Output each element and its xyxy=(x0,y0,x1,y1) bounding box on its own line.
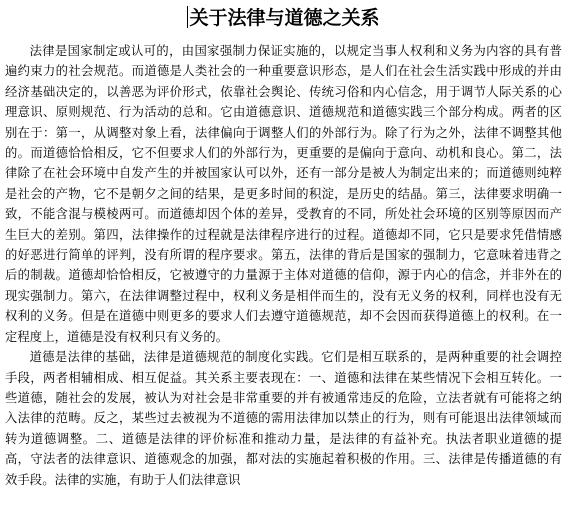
document-title[interactable]: 关于法律与道德之关系 xyxy=(189,7,380,29)
document-title-line xyxy=(5,6,562,34)
paragraph-2[interactable]: 道德是法律的基础，法律是道德规范的制度化实践。它们是相互联系的，是两种重要的社会调控手段，两者相辅相成、相互促益。其关系主要表现在：一、道德和法律在某些情况下会相互转化。一些道德，随社会的发展，被认为对社会是非常重要的并有被通常违反的危险，立法者就有可能将之纳入法律的范畴。反之，某些过去被视为不道德的需用法律加以禁止的行为，则有可能退出法律领域而转为道德调整。二、道德是法律的评价标准和推动力量，是法律的有益补充。执法者职业道德的提高，守法者的法律意识、道德观念的加强，都对法的实施起着积极的作用。三、法律是传播道德的有效手段。法律的实施，有助于人们法律意识 xyxy=(5,350,562,487)
paragraph-1[interactable]: 法律是国家制定或认可的，由国家强制力保证实施的，以规定当事人权利和义务为内容的具有普遍约束力的社会规范。而道德是人类社会的一种重要意识形态，是人们在社会生活实践中形成的并由经济基础决定的，以善恶为评价形式，依靠社会舆论、传统习俗和内心信念，用于调节人际关系的心理意识、原则规范、行为活动的总和。它由道德意识、道德规范和道德实践三个部分构成。两者的区别在于：第一，从调整对象上看，法律偏向于调整人们的外部行为。除了行为之外，法律不调整其他的。而道德恰恰相反，它不但要求人们的外部行为，更重要的是偏向于意向、动机和良心。第二，法律除了在社会环境中自发产生的并被国家认可以外，还有一部分是被人为制定出来的；而道德则纯粹是社会的产物，它不是朝夕之间的结果，是更多时间的积淀，是历史的结晶。第三，法律要求明确一致，不能含混与模棱两可。而道德却因个体的差异，受教育的不同，所处社会环境的区别等原因而产生巨大的差别。第四，法律操作的过程就是法律程序进行的过程。道德却不同，它只是要求凭借情感的好恶进行简单的评判，没有所谓的程序要求。第五，法律的背后是国家的强制力，它意味着违背之后的制裁。道德却恰恰相反，它被遵守的力量源于主体对道德的信仰，源于内心的信念，并非外在的现实强制力。第六，在法律调整过程中，权利义务是相伴而生的，没有无义务的权利，同样也没有无权利的义务。但是在道德中则更多的要求人们去遵守道德规范，却不会因而获得道德上的权利。在一定程度上，道德是没有权利只有义务的。 xyxy=(5,44,562,344)
